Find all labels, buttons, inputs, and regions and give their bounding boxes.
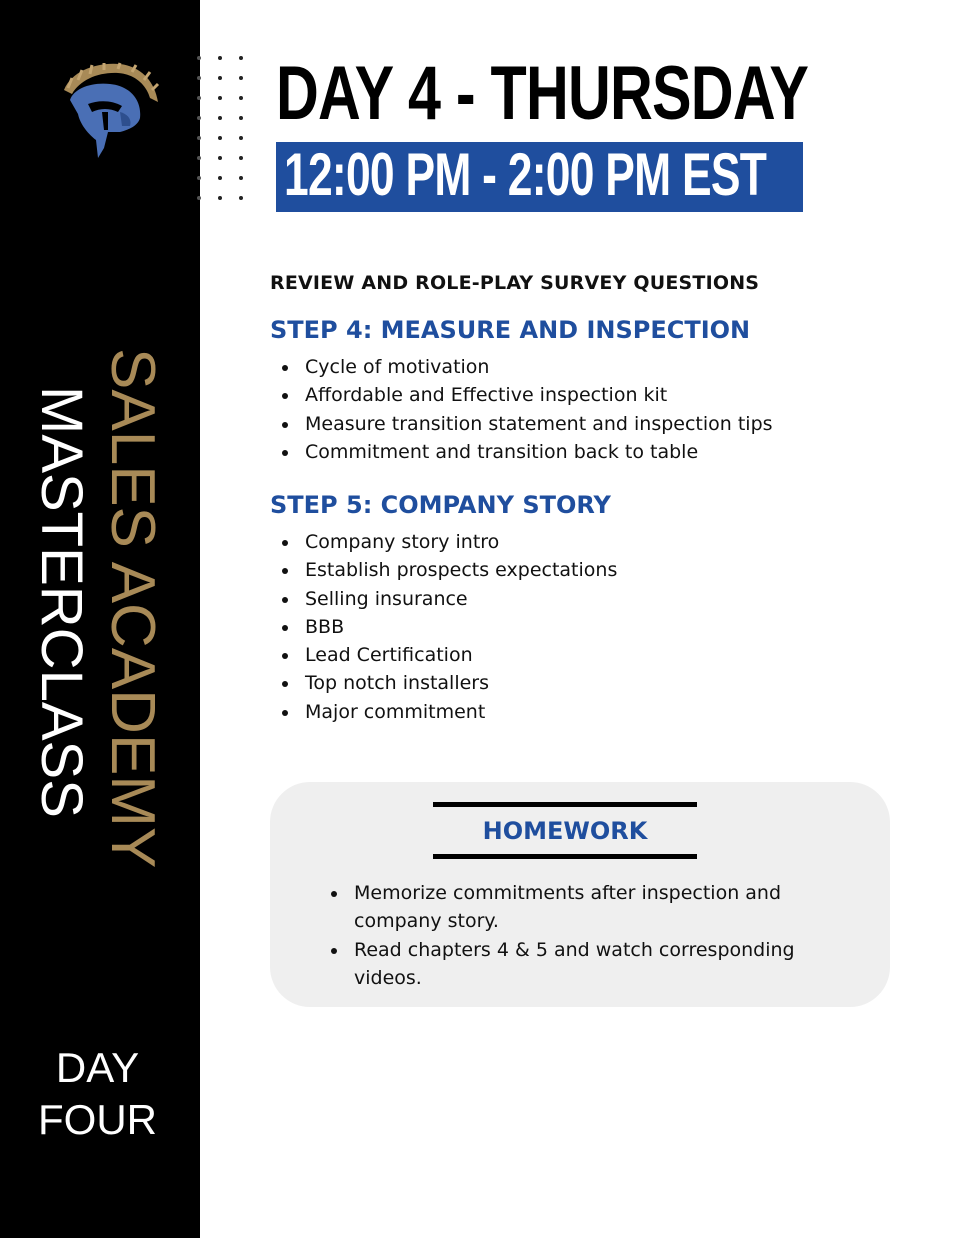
dot [239,116,243,120]
dot [176,136,180,140]
homework-divider-top [433,802,697,807]
dot [197,156,201,160]
list-item: Lead Certification [282,641,617,669]
homework-list [331,879,831,992]
step5-list [282,528,617,726]
list-item: Company story intro [282,528,617,556]
dot [239,196,243,200]
dot [197,176,201,180]
homework-divider-bottom [433,854,697,859]
dot [176,76,180,80]
review-heading: REVIEW AND ROLE-PLAY SURVEY QUESTIONS [270,272,760,294]
page-title: DAY 4 - THURSDAY [276,51,809,136]
dot [197,76,201,80]
dot [218,76,222,80]
list-item: Commitment and transition back to table [282,438,773,466]
list-item: BBB [282,613,617,641]
list-item: Major commitment [282,698,617,726]
dot [218,116,222,120]
step5-heading: STEP 5: COMPANY STORY [270,491,611,519]
dot [218,176,222,180]
dot [197,96,201,100]
dot [176,96,180,100]
day-label-line2: FOUR [38,1096,157,1143]
dot [197,56,201,60]
list-item: Affordable and Effective inspection kit [282,381,773,409]
time-banner-text: 12:00 PM - 2:00 PM EST [284,141,767,208]
dot [239,176,243,180]
dot [176,56,180,60]
dot [176,196,180,200]
list-item: Read chapters 4 & 5 and watch corresponding videos. [331,936,831,993]
dot [239,96,243,100]
homework-title: HOMEWORK [482,817,648,845]
vertical-title-sales-academy: SALES ACADEMY [98,348,167,869]
list-item: Top notch installers [282,669,617,697]
list-item: Memorize commitments after inspection and company story. [331,879,831,936]
dot [239,56,243,60]
dot [239,136,243,140]
dot [197,136,201,140]
list-item: Selling insurance [282,585,617,613]
spartan-helmet-icon [58,60,162,164]
vertical-title-masterclass: MASTERCLASS [29,386,94,818]
dot [218,196,222,200]
list-item: Establish prospects expectations [282,556,617,584]
day-label [0,1042,195,1146]
dot [218,136,222,140]
dot [197,116,201,120]
dot [176,176,180,180]
dot [218,96,222,100]
dot [197,196,201,200]
dot [239,156,243,160]
dot [176,116,180,120]
day-label-line1: DAY [55,1044,140,1091]
sidebar [0,0,200,1238]
list-item: Measure transition statement and inspection tips [282,410,773,438]
step4-list [282,353,773,466]
dot [218,156,222,160]
dot [218,56,222,60]
list-item: Cycle of motivation [282,353,773,381]
dot [239,76,243,80]
dot [176,156,180,160]
step4-heading: STEP 4: MEASURE AND INSPECTION [270,316,751,344]
decorative-dot-grid [176,56,245,200]
